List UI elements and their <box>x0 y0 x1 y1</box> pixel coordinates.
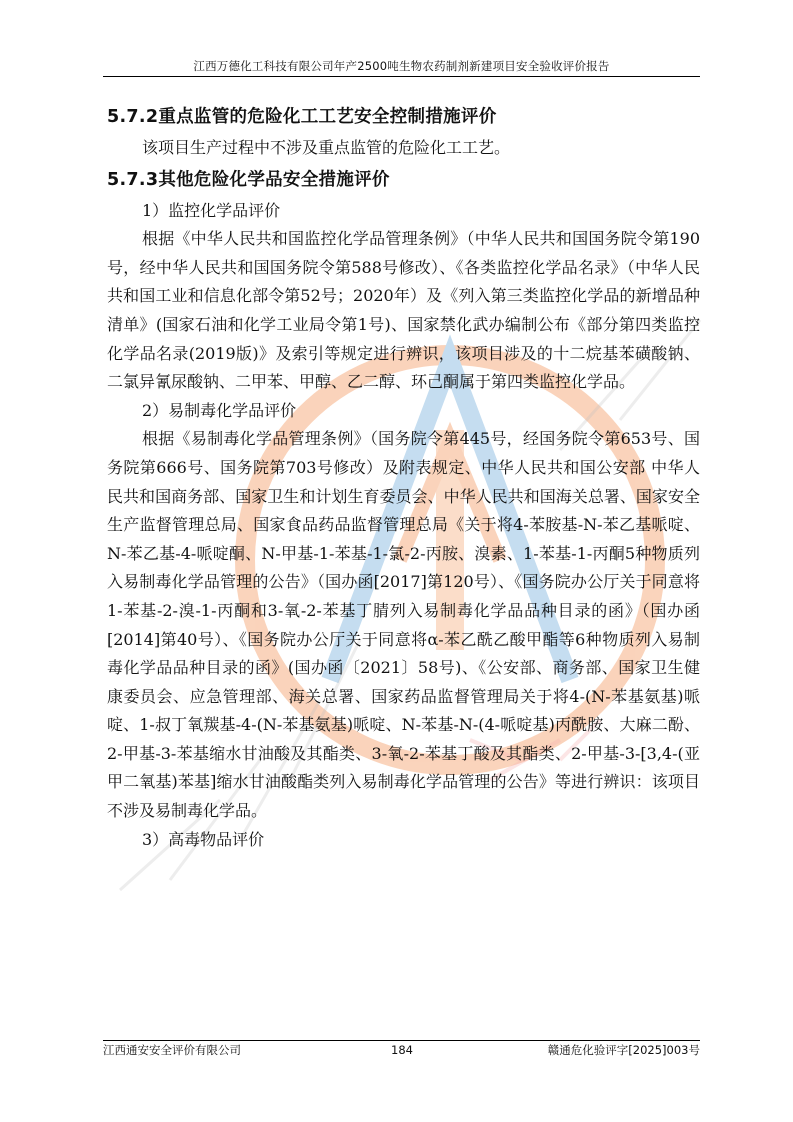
paragraph-process-safety: 该项目生产过程中不涉及重点监管的危险化工工艺。 <box>142 138 511 157</box>
section-heading-5-7-3: 5.7.3其他危险化学品安全措施评价 <box>107 169 390 190</box>
footer-page-number: 184 <box>391 1043 413 1057</box>
subheading-precursor-chemicals: 2）易制毒化学品评价 <box>142 400 297 420</box>
paragraph-precursor-chemicals: 根据《易制毒化学品管理条例》（国务院令第445号，经国务院令第653号、国务院第666号、国务院第703号修改）及附表规定、中华人民共和国公安部 中华人民共和国商务部、国家卫生和计划生育委员会、中华人民共和国海关总署、国家安全生产监督管理总局、国家食品药品监督管理总局《关于将4-苯胺基-N-苯乙基哌啶、N-苯乙基-4-哌啶酮、N-甲基-1-苯基-1-氯-2-丙胺、溴素、1-苯基-1-丙酮5种物质列入易制毒化学品管理的公告》（国办函[2017]第120号）、《国务院办公厅关于同意将1-苯基-2-溴-1-丙酮和3-氧-2-苯基丁腈列入易制毒化学品品种目录的函》（国办函[2014]第40号）、《国务院办公厅关于同意将α-苯乙酰乙酸甲酯等6种物质列入易制毒化学品品种目录的函》(国办函〔2021〕58号)、《公安部、商务部、国家卫生健康委员会、应急管理部、海关总署、国家药品监督管理局关于将4-(N-苯基氨基)哌啶、1-叔丁氧羰基-4-(N-苯基氨基)哌啶、N-苯基-N-(4-哌啶基)丙酰胺、大麻二酚、2-甲基-3-苯基缩水甘油酸及其酯类、3-氧-2-苯基丁酸及其酯类、2-甲基-3-[3,4-(亚甲二氧基)苯基]缩水甘油酸酯类列入易制毒化学品管理的公告》等进行辨识：该项目不涉及易制毒化学品。 <box>107 429 700 821</box>
section-heading-5-7-2: 5.7.2重点监管的危险化工工艺安全控制措施评价 <box>107 107 497 127</box>
footer-divider <box>103 1040 700 1041</box>
page-header: 江西万德化工科技有限公司年产2500吨生物农药制剂新建项目安全验收评价报告 <box>193 59 610 73</box>
footer-document-number: 赣通危化验评字[2025]003号 <box>547 1043 700 1057</box>
footer-company: 江西通安安全评价有限公司 <box>103 1043 241 1057</box>
subheading-highly-toxic: 3）高毒物品评价 <box>142 829 265 849</box>
subheading-monitored-chemicals: 1）监控化学品评价 <box>142 200 281 220</box>
paragraph-monitored-chemicals: 根据《中华人民共和国监控化学品管理条例》（中华人民共和国国务院令第190号，经中华人民共和国国务院令第588号修改）、《各类监控化学品名录》（中华人民共和国工业和信息化部令第52号；2020年）及《列入第三类监控化学品的新增品种清单》(国家石油和化学工业局令第1号)、国家禁化武办编制公布《部分第四类监控化学品名录(2019版)》及索引等规定进行辨识，该项目涉及的十二烷基苯磺酸钠、二氯异氰尿酸钠、二甲苯、甲醇、乙二醇、环己酮属于第四类监控化学品。 <box>107 229 700 392</box>
header-divider <box>103 76 700 77</box>
document-body <box>107 100 700 854</box>
